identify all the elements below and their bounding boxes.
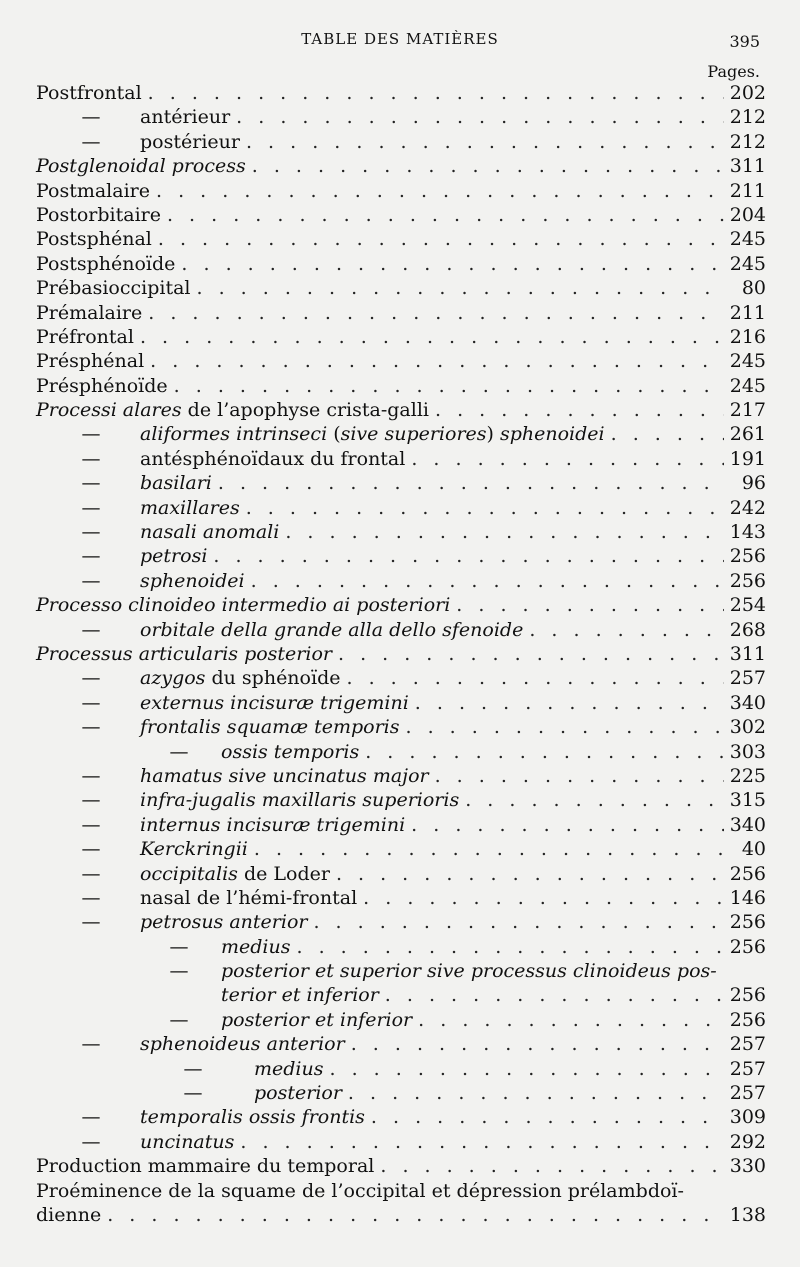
entry-term [140, 471, 212, 495]
index-entry [36, 422, 766, 446]
entry-term [221, 959, 717, 983]
entry-term [140, 1130, 234, 1154]
entry-dash: — [169, 960, 189, 983]
entry-term-segment: Processus articularis posterior [36, 642, 332, 665]
entry-page-number: 256 [729, 1008, 766, 1031]
entry-term-segment: sphenoidei [499, 423, 605, 446]
entry-dash: — [169, 740, 189, 763]
index-entry [36, 1179, 766, 1203]
entry-page-number: 245 [729, 228, 766, 251]
index-entry [36, 1154, 766, 1178]
entry-page-number: 254 [729, 594, 766, 617]
entry-term-segment: Postfrontal [36, 82, 142, 104]
entry-term-segment: Processi alares [36, 399, 182, 422]
entry-page-number: 256 [729, 911, 766, 934]
entry-page-number: 257 [729, 667, 766, 690]
entry-dash: — [81, 813, 101, 836]
dot-leader [158, 227, 724, 251]
entry-term-segment: Postsphénoïde [36, 252, 176, 275]
dot-leader [611, 422, 724, 446]
dot-leader [348, 1081, 724, 1105]
entry-term-segment: posterior et superior sive processus clinoideus pos- [221, 960, 717, 983]
entry-term-segment: Postorbitaire [36, 203, 161, 226]
dot-leader [156, 179, 724, 203]
entry-term-segment: hamatus sive uncinatus major [140, 764, 429, 787]
entry-term-segment: terior et inferior [221, 984, 379, 1007]
entry-term-segment: postérieur [140, 130, 240, 153]
entry-term-segment: temporalis ossis frontis [140, 1106, 365, 1129]
entry-term-segment: du sphénoïde [205, 667, 341, 690]
index-entry [36, 544, 766, 568]
dot-leader [174, 374, 724, 398]
entry-page-number: 256 [729, 569, 766, 592]
entry-term [140, 569, 245, 593]
entry-dash: — [81, 691, 101, 714]
dot-leader [456, 593, 723, 617]
entry-dash: — [81, 764, 101, 787]
entry-page-number: 138 [729, 1203, 766, 1226]
entry-term-segment: sive superiores [340, 423, 487, 446]
index-entry [36, 983, 766, 1007]
entry-term-segment: Préfrontal [36, 325, 134, 348]
entry-term-segment: ( [327, 423, 341, 446]
dot-leader [148, 301, 723, 325]
entry-term-segment: Processo clinoideo intermedio ai posteriori [36, 594, 451, 617]
index-entry [36, 81, 766, 105]
entry-page-number: 225 [729, 764, 766, 787]
index-entry [36, 227, 766, 251]
entry-page-number: 256 [729, 545, 766, 568]
entry-term-segment: Proéminence de la squame de l’occipital et dépression prélambdoï- [36, 1179, 684, 1202]
entry-page-number: 204 [729, 203, 766, 226]
entry-dash: — [169, 935, 189, 958]
index-entry [36, 910, 766, 934]
index-entry [36, 691, 766, 715]
entry-term [140, 544, 207, 568]
entry-term-segment: Kerckringii [140, 838, 248, 861]
index-entry [36, 1130, 766, 1154]
entry-term-segment: maxillares [140, 496, 240, 519]
entry-page-number: 245 [729, 252, 766, 275]
index-entry [36, 813, 766, 837]
entry-term [140, 1032, 345, 1056]
index-entry [36, 715, 766, 739]
dot-leader [313, 910, 723, 934]
entry-term-segment: Prébasioccipital [36, 277, 191, 300]
index-entry [36, 1008, 766, 1032]
dot-leader [167, 203, 724, 227]
index-entry [36, 764, 766, 788]
entry-dash: — [81, 521, 101, 544]
entry-term [140, 618, 523, 642]
entry-page-number: 217 [729, 399, 766, 422]
dot-leader [285, 520, 723, 544]
entry-term [36, 349, 144, 373]
dot-leader [406, 715, 724, 739]
entry-page-number: 261 [729, 423, 766, 446]
index-entry [36, 154, 766, 178]
entry-term [140, 691, 409, 715]
page-header [0, 30, 800, 54]
dot-leader [254, 837, 726, 861]
dot-leader [297, 935, 724, 959]
entry-term-segment: externus incisuræ trigemini [140, 691, 409, 714]
entry-page-number: 80 [741, 277, 766, 300]
entry-dash: — [81, 1130, 101, 1153]
dot-leader [251, 569, 724, 593]
entry-term [36, 203, 161, 227]
index-entry [36, 1203, 766, 1227]
entry-page-number: 340 [729, 813, 766, 836]
entry-term-segment: infra-jugalis maxillaris superioris [140, 789, 460, 812]
entry-term-segment: dienne [36, 1203, 102, 1226]
entry-term-segment: basilari [140, 472, 212, 495]
dot-leader [107, 1203, 724, 1227]
entry-term [36, 1154, 374, 1178]
dot-leader [411, 813, 724, 837]
entry-term-segment: frontalis squamæ temporis [140, 716, 400, 739]
index-entry [36, 1032, 766, 1056]
entry-page-number: 340 [729, 691, 766, 714]
entry-page-number: 315 [729, 789, 766, 812]
entry-term [140, 715, 400, 739]
entry-term [36, 1179, 684, 1203]
dot-leader [140, 325, 724, 349]
index-entry [36, 349, 766, 373]
entry-term-segment: petrosi [140, 545, 208, 568]
entry-term [140, 422, 605, 446]
entry-dash: — [81, 838, 101, 861]
dot-leader [529, 618, 723, 642]
index-entry [36, 862, 766, 886]
entry-page-number: 146 [729, 886, 766, 909]
dot-leader [435, 398, 724, 422]
entry-page-number: 191 [729, 447, 766, 470]
entry-page-number: 256 [729, 862, 766, 885]
entry-term [140, 105, 230, 129]
index-entry [36, 1105, 766, 1129]
entry-term [36, 398, 429, 422]
entry-term-segment: posterior [254, 1082, 342, 1105]
index-entry [36, 666, 766, 690]
entry-term [36, 1203, 101, 1227]
entry-term-segment: nasal de l’hémi-frontal [140, 886, 358, 909]
entry-term-segment: Postglenoidal process [36, 155, 246, 178]
entry-page-number: 211 [729, 179, 766, 202]
index-entry [36, 105, 766, 129]
entry-term [36, 593, 450, 617]
entry-dash: — [81, 886, 101, 909]
entry-dash: — [81, 1033, 101, 1056]
index-entry [36, 935, 766, 959]
dot-leader [213, 544, 723, 568]
entry-term-segment: internus incisuræ trigemini [140, 813, 406, 836]
entry-term [140, 862, 330, 886]
entry-term [36, 252, 175, 276]
index-entry [36, 593, 766, 617]
entry-term [36, 374, 168, 398]
entry-term [140, 130, 240, 154]
dot-leader [380, 1154, 723, 1178]
entry-term [36, 301, 142, 325]
entry-term-segment: Prémalaire [36, 301, 143, 324]
dot-leader [363, 886, 724, 910]
entry-page-number: 143 [729, 521, 766, 544]
dot-leader [252, 154, 724, 178]
dot-leader [218, 471, 726, 495]
entry-dash: — [81, 496, 101, 519]
index-entry [36, 569, 766, 593]
index-entry [36, 203, 766, 227]
dot-leader [330, 1057, 724, 1081]
entry-dash: — [169, 1008, 189, 1031]
entry-term-segment: azygos [140, 667, 206, 690]
entry-term [221, 935, 291, 959]
dot-leader [411, 447, 723, 471]
entry-term [221, 1008, 412, 1032]
index-entry [36, 374, 766, 398]
entry-term-segment: sphenoidei [140, 569, 245, 592]
entry-dash: — [81, 789, 101, 812]
entry-dash: — [81, 545, 101, 568]
entry-dash: — [81, 716, 101, 739]
entry-term-segment: uncinatus [140, 1130, 235, 1153]
entry-term-segment: sphenoideus anterior [140, 1033, 345, 1056]
pages-column-label: Pages. [707, 62, 760, 81]
entry-term [140, 910, 307, 934]
index-entry [36, 179, 766, 203]
entry-term [36, 276, 191, 300]
dot-leader [385, 983, 724, 1007]
index-entry [36, 496, 766, 520]
entry-term [36, 179, 150, 203]
entry-page-number: 96 [741, 472, 766, 495]
index-entry [36, 642, 766, 666]
index-entry [36, 740, 766, 764]
index-entry [36, 447, 766, 471]
entry-term-segment: medius [254, 1057, 324, 1080]
index-entry [36, 886, 766, 910]
entry-dash: — [81, 911, 101, 934]
entry-term-segment: ) [486, 423, 500, 446]
index-entry [36, 252, 766, 276]
dot-leader [418, 1008, 724, 1032]
entry-term [36, 227, 152, 251]
entry-term [254, 1081, 342, 1105]
entry-term-segment: orbitale della grande alla dello sfenoide [140, 618, 524, 641]
entry-term [36, 642, 332, 666]
dot-leader [246, 496, 724, 520]
entry-dash: — [81, 447, 101, 470]
entry-term [221, 983, 379, 1007]
dot-leader [148, 81, 724, 105]
entry-page-number: 211 [729, 301, 766, 324]
dot-leader [240, 1130, 723, 1154]
entry-term [36, 154, 246, 178]
index-entry [36, 1081, 766, 1105]
entry-term [140, 886, 357, 910]
entry-page-number: 256 [729, 984, 766, 1007]
entry-dash: — [81, 862, 101, 885]
entry-term [36, 81, 142, 105]
entry-term-segment: antésphénoïdaux du frontal [140, 447, 406, 470]
entry-dash: — [81, 1106, 101, 1129]
dot-leader [197, 276, 726, 300]
entry-page-number: 216 [729, 325, 766, 348]
entry-dash: — [183, 1082, 203, 1105]
entry-page-number: 268 [729, 618, 766, 641]
entry-page-number: 257 [729, 1082, 766, 1105]
entry-term [140, 666, 340, 690]
entry-page-number: 311 [729, 155, 766, 178]
index-entry [36, 398, 766, 422]
dot-leader [150, 349, 724, 373]
running-title: TABLE DES MATIÈRES [301, 30, 499, 48]
dot-leader [415, 691, 724, 715]
entry-term-segment: Postsphénal [36, 228, 152, 251]
index-entry [36, 325, 766, 349]
page-number: 395 [729, 32, 760, 51]
entry-page-number: 330 [729, 1155, 766, 1178]
entry-term-segment: Présphénal [36, 350, 145, 373]
entry-term [140, 496, 240, 520]
dot-leader [181, 252, 723, 276]
entry-page-number: 245 [729, 374, 766, 397]
entry-term-segment: aliformes intrinseci [140, 423, 328, 446]
entry-term-segment: antérieur [140, 106, 231, 129]
entry-page-number: 202 [729, 82, 766, 104]
entry-page-number: 302 [729, 716, 766, 739]
dot-leader [236, 105, 724, 129]
entry-dash: — [81, 667, 101, 690]
entry-term [254, 1057, 324, 1081]
entry-term-segment: de l’apophyse crista-galli [181, 399, 429, 422]
entry-page-number: 309 [729, 1106, 766, 1129]
entry-term-segment: petrosus anterior [140, 911, 308, 934]
entry-dash: — [81, 569, 101, 592]
index-entry [36, 130, 766, 154]
entry-term-segment: de Loder [237, 862, 330, 885]
entry-term-segment: nasali anomali [140, 521, 280, 544]
entry-term [140, 788, 459, 812]
entry-term-segment: ossis temporis [221, 740, 360, 763]
entry-dash: — [81, 130, 101, 153]
dot-leader [371, 1105, 724, 1129]
entry-term [140, 813, 405, 837]
entry-page-number: 242 [729, 496, 766, 519]
entry-term-segment: Postmalaire [36, 179, 150, 202]
entry-term [140, 837, 248, 861]
entry-dash: — [81, 472, 101, 495]
index-entry [36, 788, 766, 812]
dot-leader [465, 788, 724, 812]
index-entry [36, 276, 766, 300]
index-entry [36, 520, 766, 544]
entry-term [36, 325, 134, 349]
entry-term-segment: medius [221, 935, 291, 958]
dot-leader [338, 642, 724, 666]
entry-term [140, 764, 429, 788]
index-entry [36, 959, 766, 983]
entry-term-segment: Présphénoïde [36, 374, 168, 397]
entry-page-number: 40 [741, 838, 766, 861]
entry-page-number: 257 [729, 1057, 766, 1080]
entry-term [140, 520, 279, 544]
index-entry [36, 301, 766, 325]
index-entry [36, 1057, 766, 1081]
dot-leader [365, 740, 724, 764]
entry-dash: — [81, 106, 101, 129]
entry-term [221, 740, 359, 764]
dot-leader [351, 1032, 724, 1056]
entry-dash: — [81, 618, 101, 641]
entry-page-number: 212 [729, 130, 766, 153]
dot-leader [435, 764, 724, 788]
entry-page-number: 212 [729, 106, 766, 129]
index-entry [36, 471, 766, 495]
dot-leader [246, 130, 724, 154]
entry-term-segment: Production mammaire du temporal [36, 1155, 375, 1178]
index-entries [36, 81, 766, 1227]
entry-dash: — [183, 1057, 203, 1080]
entry-dash: — [81, 423, 101, 446]
index-entry [36, 837, 766, 861]
dot-leader [336, 862, 724, 886]
entry-page-number: 311 [729, 642, 766, 665]
index-entry [36, 618, 766, 642]
entry-term [140, 1105, 365, 1129]
entry-term-segment: occipitalis [140, 862, 238, 885]
entry-term-segment: posterior et inferior [221, 1008, 413, 1031]
entry-term [140, 447, 405, 471]
entry-page-number: 256 [729, 935, 766, 958]
entry-page-number: 245 [729, 350, 766, 373]
entry-page-number: 257 [729, 1033, 766, 1056]
entry-page-number: 292 [729, 1130, 766, 1153]
dot-leader [346, 666, 723, 690]
entry-page-number: 303 [729, 740, 766, 763]
